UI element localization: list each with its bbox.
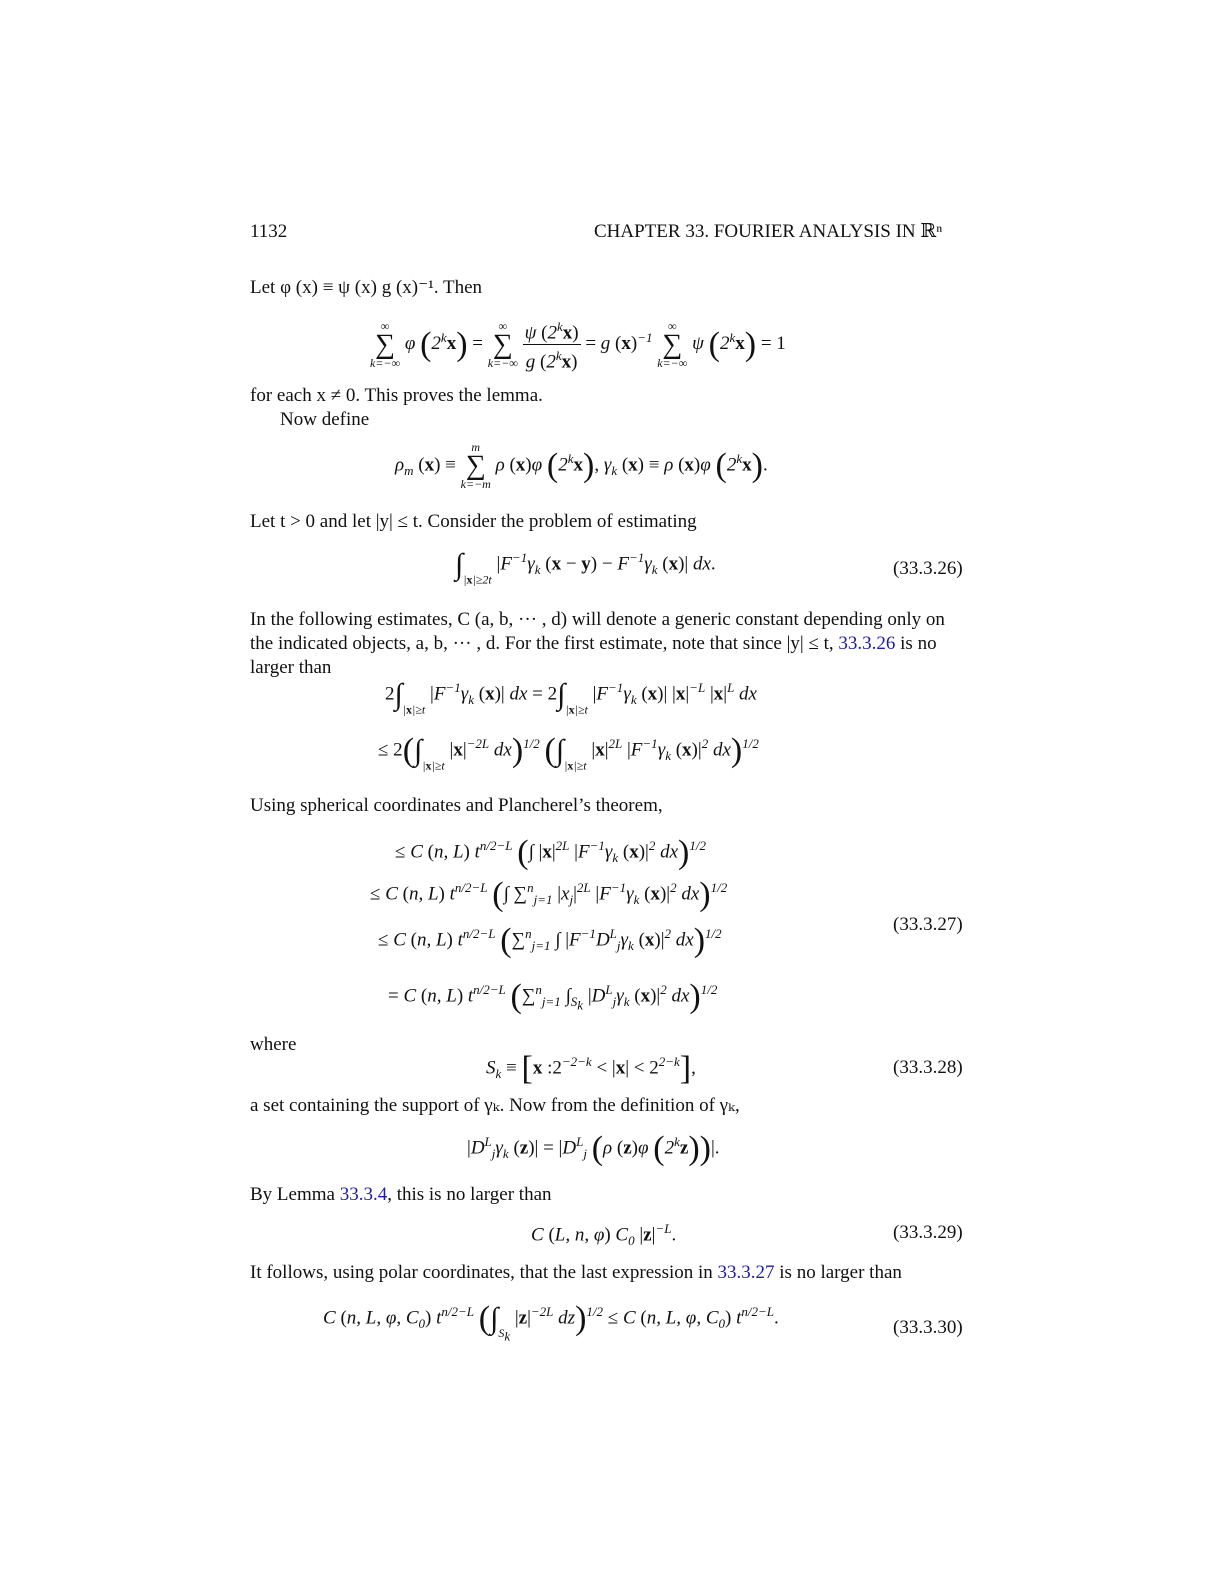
equation-33-3-29: C (L, n, φ) $C_0$ $|z|^{-L}$. bbox=[531, 1221, 677, 1249]
paragraph-spherical: Using spherical coordinates and Plancherel’s theorem, bbox=[250, 795, 663, 816]
paragraph-larger-than: larger than bbox=[250, 657, 332, 678]
paragraph-polar bbox=[250, 1261, 902, 1285]
equation-33-3-27-line2: ≤ C (n, L) $t^{n/2-L}$ (∫ ∑$^n_{j=1}$ $|x_j|^{2L}$ $|F^{-1}\gamma_k$ $(x)|^2$ dx)$^{1/2}$ bbox=[370, 876, 728, 913]
equation-33-3-26: $\int_{|x|\ge 2t}$ $|F^{-1}\gamma_k$ $(x - y) - F^{-1}\gamma_k$ (x)| dx. bbox=[455, 548, 716, 587]
lemma-link-33-3-4[interactable]: 33.3.4 bbox=[339, 1184, 388, 1205]
text-segment: the indicated objects, a, b, ··· , d. For the first estimate, note that since |y| ≤ t, bbox=[250, 633, 834, 654]
text-segment: is no larger than bbox=[779, 1262, 902, 1283]
text-segment: By Lemma bbox=[250, 1184, 335, 1205]
equation-33-3-27-line3: ≤ C (n, L) $t^{n/2-L}$ (∑$^n_{j=1}$ ∫ $|F^{-1}D^L_j\gamma_k$ $(x)|^2$ dx)$^{1/2}$ bbox=[378, 922, 722, 959]
equation-33-3-30: C (n, L, φ, $C_0$) $t^{n/2-L}$ ($\int_{S_k}$ $|z|^{-2L}$ dz)$^{1/2}$ ≤ C (n, L, φ, $C_0$) $t^{n/2-L}$. bbox=[323, 1300, 779, 1344]
paragraph-proves-lemma: for each x ≠ 0. This proves the lemma. bbox=[250, 385, 543, 406]
equation-33-3-28: $S_k \equiv [x$ $:2^{-2-k} < |x| < 2^{2-k}$], bbox=[486, 1050, 696, 1087]
paragraph-indicated-objects bbox=[250, 632, 937, 656]
equation-sum-phi: ∞ ∑ k=−∞ φ (2$^k$x) = ∞ ∑ k=−∞ $\frac{\psi (2^kx)}{g (2^kx)}$ = g $(x)^{-1}$ ∞ ∑ k=−∞ ψ (2$^k$x) = 1 bbox=[370, 316, 786, 374]
paragraph-now-define: Now define bbox=[280, 409, 370, 430]
equation-link-33-3-26[interactable]: 33.3.26 bbox=[838, 633, 896, 654]
paragraph-generic-constant: In the following estimates, C (a, b, ··· , d) will denote a generic constant depending only on bbox=[250, 609, 945, 630]
equation-link-33-3-27[interactable]: 33.3.27 bbox=[717, 1262, 775, 1283]
equation-number-29: (33.3.29) bbox=[893, 1222, 963, 1243]
equation-first-estimate-line1: $2\int_{|x|\ge t}$ $|F^{-1}\gamma_k$ (x)| dx = $2\int_{|x|\ge t}$ $|F^{-1}\gamma_k$ (x)| $|x|^{-L}$ $|x|^L$ dx bbox=[385, 678, 757, 717]
equation-number-27: (33.3.27) bbox=[893, 914, 963, 935]
equation-rho-m: $\rho_m$ (x) ≡ m ∑ k=−m ρ (x)φ (2$^k$x), $\gamma_k$ (x) ≡ ρ (x)φ (2$^k$x). bbox=[395, 440, 768, 491]
text-segment: , this is no larger than bbox=[387, 1184, 552, 1205]
equation-first-estimate-line2: ≤ $2(\int_{|x|\ge t}$ $|x|^{-2L}$ dx)$^{1/2}$ ($\int_{|x|\ge t}$ $|x|^{2L}$ $|F^{-1}\gamma_k$ $(x)|^2$ dx)$^{1/2}$ bbox=[378, 732, 759, 773]
text-segment: is no bbox=[900, 633, 937, 654]
paragraph-let-phi: Let φ (x) ≡ ψ (x) g (x)⁻¹. Then bbox=[250, 277, 483, 298]
equation-33-3-27-line4: = C (n, L) $t^{n/2-L}$ (∑$^n_{j=1}$ $\int_{S_k}$ $|D^L_j\gamma_k$ $(x)|^2$ dx)$^{1/2}$ bbox=[388, 978, 718, 1015]
equation-number-26: (33.3.26) bbox=[893, 558, 963, 579]
equation-derivative-gamma: $|D^L_j\gamma_k$ $(z)| = |D^L_j$ (ρ (z)φ (2$^k$z))|. bbox=[467, 1130, 720, 1167]
equation-number-28: (33.3.28) bbox=[893, 1057, 963, 1078]
equation-number-30: (33.3.30) bbox=[893, 1317, 963, 1338]
equation-33-3-27-line1: ≤ C (n, L) $t^{n/2-L}$ (∫ $|x|^{2L}$ $|F^{-1}\gamma_k$ $(x)|^2$ dx)$^{1/2}$ bbox=[395, 834, 706, 871]
text-segment: It follows, using polar coordinates, that the last expression in bbox=[250, 1262, 713, 1283]
running-header: CHAPTER 33. FOURIER ANALYSIS IN ℝⁿ bbox=[594, 221, 943, 242]
paragraph-by-lemma bbox=[250, 1183, 552, 1207]
paragraph-let-t: Let t > 0 and let |y| ≤ t. Consider the problem of estimating bbox=[250, 511, 697, 532]
paragraph-where: where bbox=[250, 1034, 297, 1055]
page-number: 1132 bbox=[250, 221, 288, 242]
paragraph-support: a set containing the support of γₖ. Now from the definition of γₖ, bbox=[250, 1095, 740, 1116]
